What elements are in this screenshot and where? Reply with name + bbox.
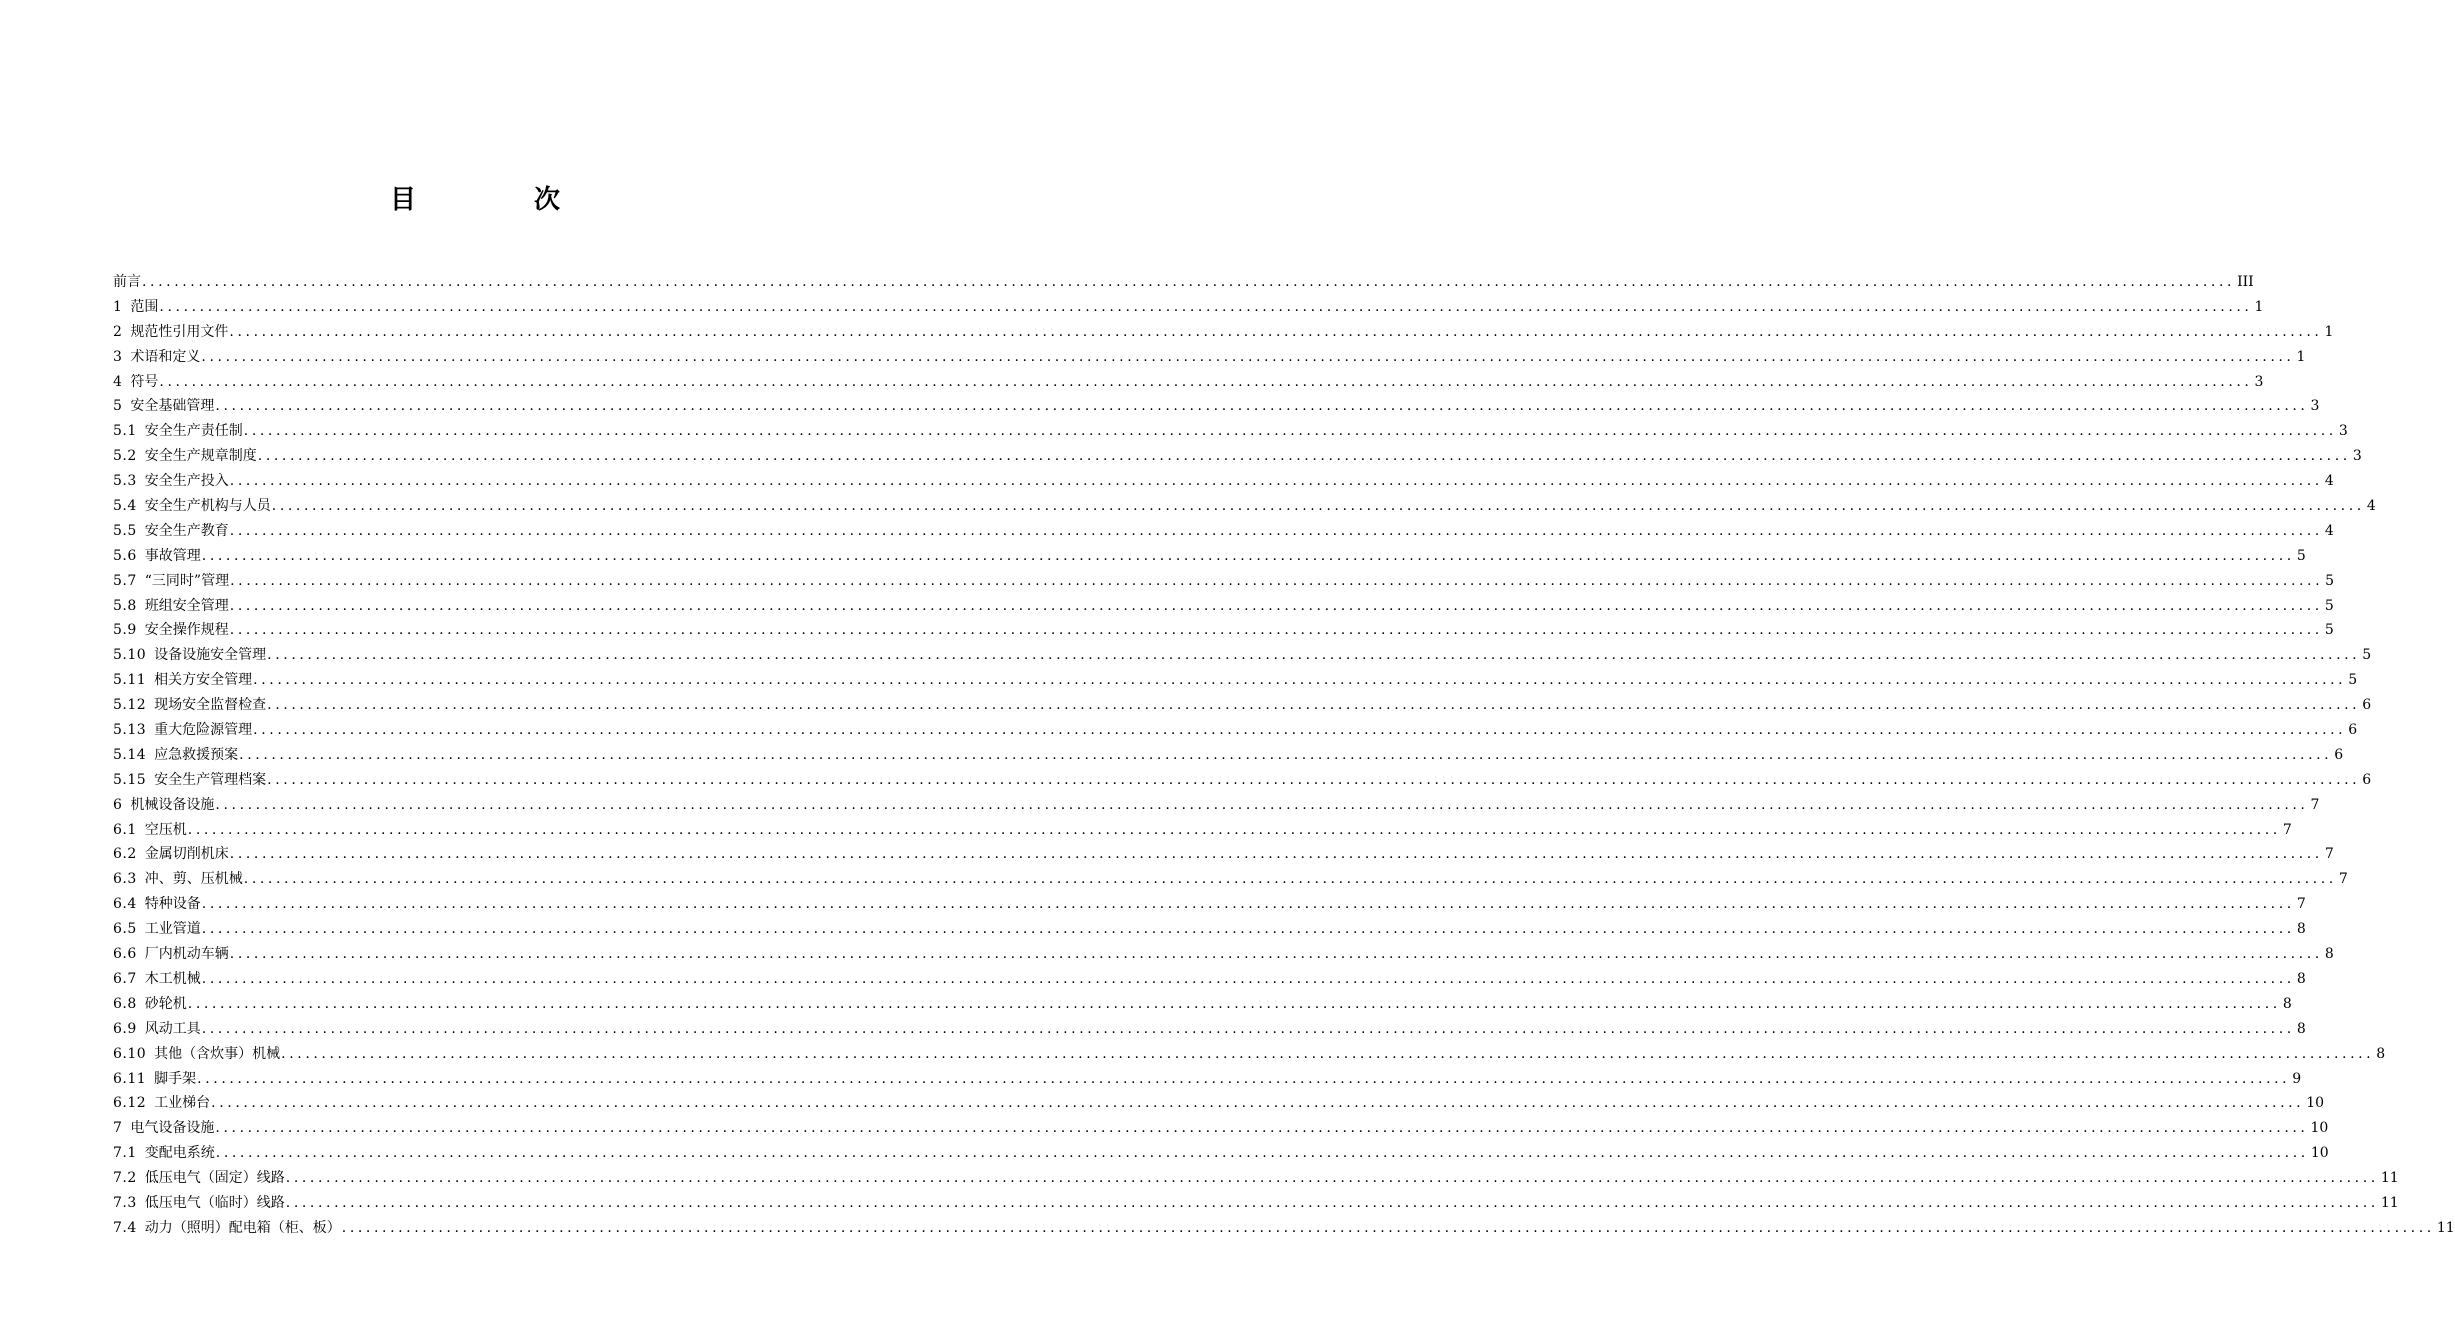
toc-entry-label: 特种设备	[144, 896, 201, 913]
toc-entry[interactable]	[113, 444, 2362, 469]
toc-dot-leader: ....................................................................................................................................................................................................................................................................	[201, 348, 2295, 365]
toc-entry-page-number: 7	[2324, 846, 2334, 863]
toc-entry-label: 安全生产机构与人员	[144, 498, 271, 515]
toc-entry-number: 5	[113, 398, 123, 415]
toc-entry-page-number: 6	[2362, 697, 2372, 714]
toc-dot-leader: ....................................................................................................................................................................................................................................................................	[215, 398, 2309, 415]
toc-entry-page-number: 6	[2348, 722, 2358, 739]
toc-entry[interactable]	[113, 519, 2334, 544]
toc-entry-number: 7.4	[113, 1219, 137, 1236]
toc-dot-leader: ....................................................................................................................................................................................................................................................................	[187, 821, 2281, 838]
toc-entry[interactable]	[113, 892, 2306, 917]
toc-entry[interactable]	[113, 743, 2344, 768]
toc-entry-number: 2	[113, 323, 123, 340]
toc-entry-label: 冲、剪、压机械	[144, 871, 243, 888]
toc-entry-page-number: 8	[2296, 970, 2306, 987]
toc-entry[interactable]	[113, 668, 2358, 693]
toc-entry[interactable]	[113, 1017, 2306, 1042]
toc-entry-label: 工业梯台	[154, 1095, 211, 1112]
toc-dot-leader: ....................................................................................................................................................................................................................................................................	[230, 572, 2324, 589]
toc-entry[interactable]	[113, 867, 2348, 892]
toc-entry-page-number: 10	[2306, 1095, 2325, 1112]
toc-entry-number: 1	[113, 298, 123, 315]
toc-entry-page-number: 11	[2380, 1194, 2399, 1211]
toc-entry-label: 符号	[130, 373, 159, 390]
toc-entry-number: 5.8	[113, 597, 137, 614]
toc-entry[interactable]	[113, 295, 2264, 320]
toc-dot-leader: ....................................................................................................................................................................................................................................................................	[267, 647, 2361, 664]
toc-entry[interactable]	[113, 1116, 2329, 1141]
toc-entry-page-number: 7	[2338, 871, 2348, 888]
toc-entry-page-number: 1	[2296, 348, 2306, 365]
toc-entry-label: 其他（含炊事）机械	[154, 1045, 281, 1062]
toc-entry-label: 电气设备设施	[130, 1120, 215, 1137]
toc-dot-leader: ....................................................................................................................................................................................................................................................................	[187, 995, 2281, 1012]
toc-dot-leader: ....................................................................................................................................................................................................................................................................	[159, 373, 2253, 390]
toc-entry-label: 木工机械	[144, 970, 201, 987]
page-title: 目 次	[389, 185, 606, 215]
toc-entry-page-number: 11	[2380, 1170, 2399, 1187]
toc-dot-leader: ....................................................................................................................................................................................................................................................................	[211, 1095, 2305, 1112]
toc-entry-number: 6.11	[113, 1070, 147, 1087]
toc-entry-page-number: 3	[2310, 398, 2320, 415]
toc-entry-label: 规范性引用文件	[130, 323, 229, 340]
toc-entry-page-number: III	[2237, 274, 2254, 290]
toc-entry-page-number: 8	[2296, 1020, 2306, 1037]
toc-entry-number: 6.6	[113, 946, 137, 963]
toc-entry-number: 5.2	[113, 448, 137, 465]
toc-entry-number: 7.1	[113, 1145, 137, 1162]
toc-entry[interactable]	[113, 643, 2372, 668]
toc-dot-leader: ....................................................................................................................................................................................................................................................................	[229, 522, 2323, 539]
toc-dot-leader: ....................................................................................................................................................................................................................................................................	[142, 274, 2236, 290]
toc-entry[interactable]	[113, 345, 2306, 370]
toc-entry-number: 7.2	[113, 1170, 137, 1187]
toc-dot-leader: ....................................................................................................................................................................................................................................................................	[281, 1045, 2375, 1062]
toc-dot-leader: ....................................................................................................................................................................................................................................................................	[285, 1194, 2379, 1211]
toc-entry-label: 砂轮机	[144, 995, 187, 1012]
toc-entry-number: 5.7	[113, 572, 137, 589]
toc-entry[interactable]	[113, 1191, 2399, 1216]
toc-entry-number: 3	[113, 348, 123, 365]
toc-dot-leader: ....................................................................................................................................................................................................................................................................	[253, 672, 2347, 689]
toc-entry[interactable]	[113, 494, 2376, 519]
toc-entry-label: 低压电气（临时）线路	[144, 1194, 285, 1211]
toc-entry-page-number: 7	[2296, 896, 2306, 913]
toc-entry-number: 5.10	[113, 647, 147, 664]
toc-entry-page-number: 8	[2324, 946, 2334, 963]
toc-dot-leader: ....................................................................................................................................................................................................................................................................	[285, 1170, 2379, 1187]
toc-entry-label: 空压机	[144, 821, 187, 838]
toc-entry-label: 安全生产投入	[144, 473, 229, 490]
toc-entry-number: 6.7	[113, 970, 137, 987]
toc-entry-number: 6	[113, 796, 123, 813]
toc-entry-page-number: 11	[2436, 1219, 2455, 1236]
toc-entry-number: 4	[113, 373, 123, 390]
toc-dot-leader: ....................................................................................................................................................................................................................................................................	[201, 896, 2295, 913]
toc-entry-label: 厂内机动车辆	[144, 946, 229, 963]
toc-entry-number: 6.10	[113, 1045, 147, 1062]
toc-entry-number: 5.15	[113, 771, 147, 788]
toc-entry-page-number: 6	[2334, 746, 2344, 763]
toc-entry[interactable]	[113, 793, 2320, 818]
toc-dot-leader: ....................................................................................................................................................................................................................................................................	[243, 871, 2337, 888]
toc-entry-number: 6.5	[113, 921, 137, 938]
toc-dot-leader: ....................................................................................................................................................................................................................................................................	[243, 423, 2337, 440]
toc-dot-leader: ....................................................................................................................................................................................................................................................................	[201, 1020, 2295, 1037]
toc-entry[interactable]	[113, 718, 2358, 743]
toc-entry-number: 5.5	[113, 522, 137, 539]
toc-entry-number: 6.1	[113, 821, 137, 838]
toc-dot-leader: ....................................................................................................................................................................................................................................................................	[197, 1070, 2291, 1087]
toc-dot-leader: ....................................................................................................................................................................................................................................................................	[253, 722, 2347, 739]
toc-entry-page-number: 3	[2338, 423, 2348, 440]
toc-entry-page-number: 9	[2292, 1070, 2302, 1087]
toc-dot-leader: ....................................................................................................................................................................................................................................................................	[215, 796, 2309, 813]
toc-entry[interactable]	[113, 967, 2306, 992]
toc-entry-page-number: 4	[2366, 498, 2376, 515]
toc-dot-leader: ....................................................................................................................................................................................................................................................................	[229, 323, 2323, 340]
toc-entry-label: 设备设施安全管理	[154, 647, 267, 664]
toc-entry-number: 5.11	[113, 672, 147, 689]
toc-entry[interactable]	[113, 270, 2254, 295]
toc-entry-page-number: 10	[2310, 1120, 2329, 1137]
toc-dot-leader: ....................................................................................................................................................................................................................................................................	[267, 697, 2361, 714]
toc-entry-page-number: 7	[2282, 821, 2292, 838]
toc-entry[interactable]	[113, 917, 2306, 942]
toc-entry-page-number: 1	[2254, 298, 2264, 315]
toc-entry-number: 5.1	[113, 423, 137, 440]
toc-entry-number: 5.9	[113, 622, 137, 639]
toc-entry-number: 5.12	[113, 697, 147, 714]
toc-entry-number: 5.4	[113, 498, 137, 515]
toc-entry-number: 6.2	[113, 846, 137, 863]
toc-entry-page-number: 5	[2296, 547, 2306, 564]
toc-entry[interactable]	[113, 370, 2264, 395]
toc-entry-page-number: 5	[2324, 622, 2334, 639]
toc-entry-number: 6.8	[113, 995, 137, 1012]
toc-dot-leader: ....................................................................................................................................................................................................................................................................	[201, 921, 2295, 938]
toc-entry-label: 事故管理	[144, 547, 201, 564]
toc-entry-label: 班组安全管理	[144, 597, 229, 614]
toc-entry-label: 现场安全监督检查	[154, 697, 267, 714]
toc-entry-page-number: 4	[2324, 473, 2334, 490]
toc-dot-leader: ....................................................................................................................................................................................................................................................................	[215, 1120, 2309, 1137]
toc-dot-leader: ....................................................................................................................................................................................................................................................................	[215, 1145, 2309, 1162]
toc-dot-leader: ....................................................................................................................................................................................................................................................................	[201, 970, 2295, 987]
toc-entry-page-number: 8	[2376, 1045, 2386, 1062]
toc-entry-label: 范围	[130, 298, 159, 315]
toc-dot-leader: ....................................................................................................................................................................................................................................................................	[201, 547, 2295, 564]
toc-entry-number: 6.3	[113, 871, 137, 888]
toc-entry-label: 安全生产责任制	[144, 423, 243, 440]
toc-entry[interactable]	[113, 544, 2306, 569]
toc-dot-leader: ....................................................................................................................................................................................................................................................................	[229, 846, 2323, 863]
toc-entry[interactable]	[113, 1166, 2399, 1191]
toc-entry[interactable]	[113, 320, 2334, 345]
toc-entry[interactable]	[113, 1141, 2329, 1166]
toc-entry-page-number: 8	[2296, 921, 2306, 938]
toc-entry-page-number: 4	[2324, 522, 2334, 539]
toc-entry[interactable]	[113, 768, 2372, 793]
toc-entry-number: 5.13	[113, 722, 147, 739]
toc-entry-page-number: 8	[2282, 995, 2292, 1012]
toc-entry-label: 相关方安全管理	[154, 672, 253, 689]
toc-dot-leader: ....................................................................................................................................................................................................................................................................	[239, 746, 2333, 763]
toc-entry-label: 变配电系统	[144, 1145, 215, 1162]
toc-entry-label: 低压电气（固定）线路	[144, 1170, 285, 1187]
toc-entry-number: 6.12	[113, 1095, 147, 1112]
toc-dot-leader: ....................................................................................................................................................................................................................................................................	[229, 622, 2323, 639]
toc-entry[interactable]	[113, 469, 2334, 494]
toc-dot-leader: ....................................................................................................................................................................................................................................................................	[267, 771, 2361, 788]
toc-entry-page-number: 3	[2352, 448, 2362, 465]
toc-entry-label: 重大危险源管理	[154, 722, 253, 739]
toc-entry-page-number: 10	[2310, 1145, 2329, 1162]
toc-entry-page-number: 7	[2310, 796, 2320, 813]
toc-entry-number: 5.14	[113, 746, 147, 763]
toc-entry-page-number: 5	[2325, 572, 2335, 589]
toc-entry-label: 安全生产管理档案	[154, 771, 267, 788]
toc-entry-label: 动力（照明）配电箱（柜、板）	[144, 1219, 341, 1236]
toc-entry[interactable]	[113, 842, 2334, 867]
toc-entry-label: 安全生产教育	[144, 522, 229, 539]
toc-entry-page-number: 3	[2254, 373, 2264, 390]
toc-entry-label: 术语和定义	[130, 348, 201, 365]
toc-entry[interactable]	[113, 1067, 2302, 1092]
table-of-contents	[113, 270, 2455, 1241]
toc-dot-leader: ....................................................................................................................................................................................................................................................................	[159, 298, 2253, 315]
toc-entry-page-number: 6	[2362, 771, 2372, 788]
toc-entry-label: 前言	[113, 274, 141, 290]
toc-entry[interactable]	[113, 569, 2335, 594]
toc-dot-leader: ....................................................................................................................................................................................................................................................................	[341, 1219, 2435, 1236]
toc-entry[interactable]	[113, 818, 2292, 843]
toc-entry-number: 5.3	[113, 473, 137, 490]
toc-entry-label: 风动工具	[144, 1020, 201, 1037]
toc-entry[interactable]	[113, 618, 2334, 643]
toc-entry-number: 7	[113, 1120, 123, 1137]
toc-entry-label: 应急救援预案	[154, 746, 239, 763]
toc-entry-number: 7.3	[113, 1194, 137, 1211]
toc-entry-label: 金属切削机床	[144, 846, 229, 863]
toc-entry[interactable]	[113, 693, 2372, 718]
toc-dot-leader: ....................................................................................................................................................................................................................................................................	[229, 946, 2323, 963]
toc-entry-number: 6.9	[113, 1020, 137, 1037]
toc-entry[interactable]	[113, 1216, 2455, 1241]
toc-entry[interactable]	[113, 1091, 2325, 1116]
toc-entry-label: 安全基础管理	[130, 398, 215, 415]
toc-entry[interactable]	[113, 1042, 2386, 1067]
toc-entry-number: 5.6	[113, 547, 137, 564]
toc-entry[interactable]	[113, 419, 2348, 444]
toc-entry-number: 6.4	[113, 896, 137, 913]
toc-entry-page-number: 1	[2324, 323, 2334, 340]
toc-entry-label: “三同时”管理	[144, 572, 230, 589]
toc-entry-label: 机械设备设施	[130, 796, 215, 813]
toc-dot-leader: ....................................................................................................................................................................................................................................................................	[257, 448, 2351, 465]
toc-entry-page-number: 5	[2362, 647, 2372, 664]
toc-dot-leader: ....................................................................................................................................................................................................................................................................	[229, 597, 2323, 614]
toc-entry-label: 工业管道	[144, 921, 201, 938]
toc-entry[interactable]	[113, 992, 2292, 1017]
toc-entry-label: 安全操作规程	[144, 622, 229, 639]
toc-entry-label: 脚手架	[154, 1070, 197, 1087]
toc-entry-label: 安全生产规章制度	[144, 448, 257, 465]
toc-entry[interactable]	[113, 942, 2334, 967]
toc-entry[interactable]	[113, 394, 2320, 419]
toc-dot-leader: ....................................................................................................................................................................................................................................................................	[271, 498, 2365, 515]
toc-entry-page-number: 5	[2348, 672, 2358, 689]
toc-entry[interactable]	[113, 594, 2334, 619]
toc-entry-page-number: 5	[2324, 597, 2334, 614]
toc-dot-leader: ....................................................................................................................................................................................................................................................................	[229, 473, 2323, 490]
